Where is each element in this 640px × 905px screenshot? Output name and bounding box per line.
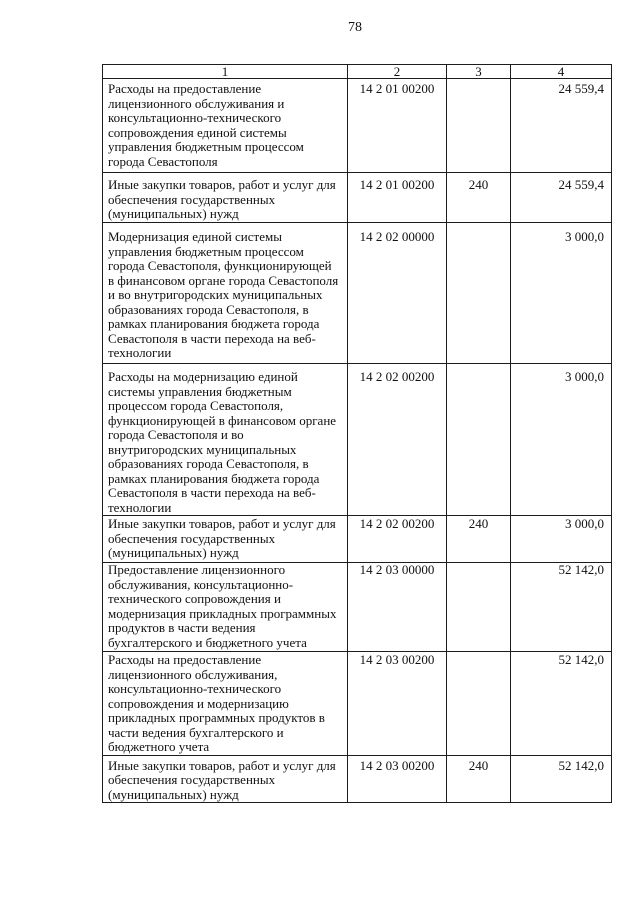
table-row bbox=[103, 652, 612, 756]
budget-table bbox=[102, 64, 612, 803]
table-row bbox=[103, 173, 612, 223]
expense-type-cell bbox=[447, 223, 511, 364]
item-name-line: системы управления бюджетным bbox=[108, 383, 292, 399]
item-name-line: бюджетного учета bbox=[108, 739, 210, 754]
item-name-line: города Севастополя, функционирующей bbox=[108, 258, 332, 273]
table-row bbox=[103, 516, 612, 563]
item-name-cell bbox=[103, 563, 348, 652]
item-name-line: модернизация прикладных программных bbox=[108, 605, 337, 621]
amount-cell: 3 000,0 bbox=[511, 364, 612, 516]
item-name-line: технического сопровождения и bbox=[108, 591, 281, 606]
target-code-cell: 14 2 03 00000 bbox=[348, 563, 447, 652]
item-name-line: Модернизация единой системы bbox=[108, 229, 282, 244]
item-name-line: Иные закупки товаров, работ и услуг для bbox=[108, 757, 336, 773]
item-name-line: внутригородских муниципальных bbox=[108, 441, 297, 457]
item-name-line: в финансовом органе города Севастополя bbox=[108, 272, 339, 288]
item-name-line: прикладных программных продуктов в bbox=[108, 710, 325, 725]
expense-type-cell bbox=[447, 563, 511, 652]
column-header-4: 4 bbox=[511, 65, 612, 79]
table-row bbox=[103, 223, 612, 364]
item-name-cell bbox=[103, 223, 348, 364]
item-name-line: бухгалтерского и бюджетного учета bbox=[108, 634, 307, 650]
item-name-cell bbox=[103, 755, 348, 803]
expense-type-cell bbox=[447, 364, 511, 516]
item-name-line: и во внутригородских муниципальных bbox=[108, 287, 323, 302]
amount-cell: 3 000,0 bbox=[511, 516, 612, 563]
table-header-row bbox=[103, 65, 612, 79]
item-name-line: консультационно-технического bbox=[108, 110, 282, 125]
target-code-cell: 14 2 02 00000 bbox=[348, 223, 447, 364]
item-name-line: Севастополя в части перехода на веб- bbox=[108, 485, 316, 500]
item-name-line: Расходы на предоставление bbox=[108, 652, 262, 667]
item-name-line: рамках планирования бюджета города bbox=[108, 316, 320, 331]
item-name-line: функционирующей в финансовом органе bbox=[108, 412, 337, 428]
amount-cell: 24 559,4 bbox=[511, 173, 612, 223]
expense-type-cell: 240 bbox=[447, 755, 511, 803]
column-header-3: 3 bbox=[447, 65, 511, 79]
item-name-line: Расходы на модернизацию единой bbox=[108, 369, 298, 384]
table-row bbox=[103, 755, 612, 803]
expense-type-cell bbox=[447, 652, 511, 756]
item-name-line: образованиях города Севастополя, в bbox=[108, 301, 309, 317]
item-name-cell bbox=[103, 652, 348, 756]
expense-type-cell: 240 bbox=[447, 516, 511, 563]
item-name-line: сопровождения единой системы bbox=[108, 124, 287, 140]
item-name-line: лицензионного обслуживания, bbox=[108, 666, 278, 682]
item-name-line: обеспечения государственных bbox=[108, 530, 276, 546]
amount-cell: 52 142,0 bbox=[511, 563, 612, 652]
item-name-line: процессом города Севастополя, bbox=[108, 398, 284, 413]
amount-cell: 24 559,4 bbox=[511, 79, 612, 173]
item-name-line: обслуживания, консультационно- bbox=[108, 576, 294, 592]
item-name-line: Предоставление лицензионного bbox=[108, 562, 286, 577]
page-number: 78 bbox=[348, 20, 362, 35]
item-name-line: технологии bbox=[108, 499, 172, 515]
item-name-cell bbox=[103, 364, 348, 516]
item-name-line: части ведения бухгалтерского и bbox=[108, 724, 284, 740]
table-row bbox=[103, 79, 612, 173]
item-name-line: (муниципальных) нужд bbox=[108, 786, 239, 802]
item-name-line: Севастополя в части перехода на веб- bbox=[108, 330, 316, 346]
item-name-line: консультационно-технического bbox=[108, 681, 282, 696]
column-header-1: 1 bbox=[103, 65, 348, 79]
item-name-line: Иные закупки товаров, работ и услуг для bbox=[108, 516, 336, 531]
item-name-line: Иные закупки товаров, работ и услуг для bbox=[108, 177, 336, 192]
item-name-line: обеспечения государственных bbox=[108, 772, 276, 787]
amount-cell: 52 142,0 bbox=[511, 755, 612, 803]
target-code-cell: 14 2 02 00200 bbox=[348, 516, 447, 563]
item-name-cell bbox=[103, 173, 348, 223]
item-name-line: образованиях города Севастополя, в bbox=[108, 456, 309, 471]
target-code-cell: 14 2 02 00200 bbox=[348, 364, 447, 516]
table-body bbox=[103, 79, 612, 803]
item-name-line: (муниципальных) нужд bbox=[108, 545, 239, 560]
item-name-cell bbox=[103, 79, 348, 173]
item-name-line: сопровождения и модернизацию bbox=[108, 695, 289, 711]
column-header-2: 2 bbox=[348, 65, 447, 79]
item-name-line: города Севастополя и во bbox=[108, 427, 244, 442]
item-name-line: города Севастополя bbox=[108, 153, 218, 169]
target-code-cell: 14 2 03 00200 bbox=[348, 652, 447, 756]
item-name-line: Расходы на предоставление bbox=[108, 81, 262, 96]
item-name-line: рамках планирования бюджета города bbox=[108, 470, 320, 486]
item-name-line: продуктов в части ведения bbox=[108, 620, 256, 635]
item-name-line: лицензионного обслуживания и bbox=[108, 95, 285, 111]
target-code-cell: 14 2 01 00200 bbox=[348, 173, 447, 223]
table-header bbox=[103, 65, 612, 79]
amount-cell: 52 142,0 bbox=[511, 652, 612, 756]
table-row bbox=[103, 563, 612, 652]
expense-type-cell bbox=[447, 79, 511, 173]
target-code-cell: 14 2 03 00200 bbox=[348, 755, 447, 803]
item-name-line: управления бюджетным процессом bbox=[108, 139, 304, 154]
item-name-line: технологии bbox=[108, 345, 172, 360]
table-row bbox=[103, 364, 612, 516]
item-name-line: управления бюджетным процессом bbox=[108, 243, 304, 259]
amount-cell: 3 000,0 bbox=[511, 223, 612, 364]
item-name-line: (муниципальных) нужд bbox=[108, 206, 239, 221]
target-code-cell: 14 2 01 00200 bbox=[348, 79, 447, 173]
expense-type-cell: 240 bbox=[447, 173, 511, 223]
item-name-line: обеспечения государственных bbox=[108, 191, 276, 207]
item-name-cell bbox=[103, 516, 348, 563]
